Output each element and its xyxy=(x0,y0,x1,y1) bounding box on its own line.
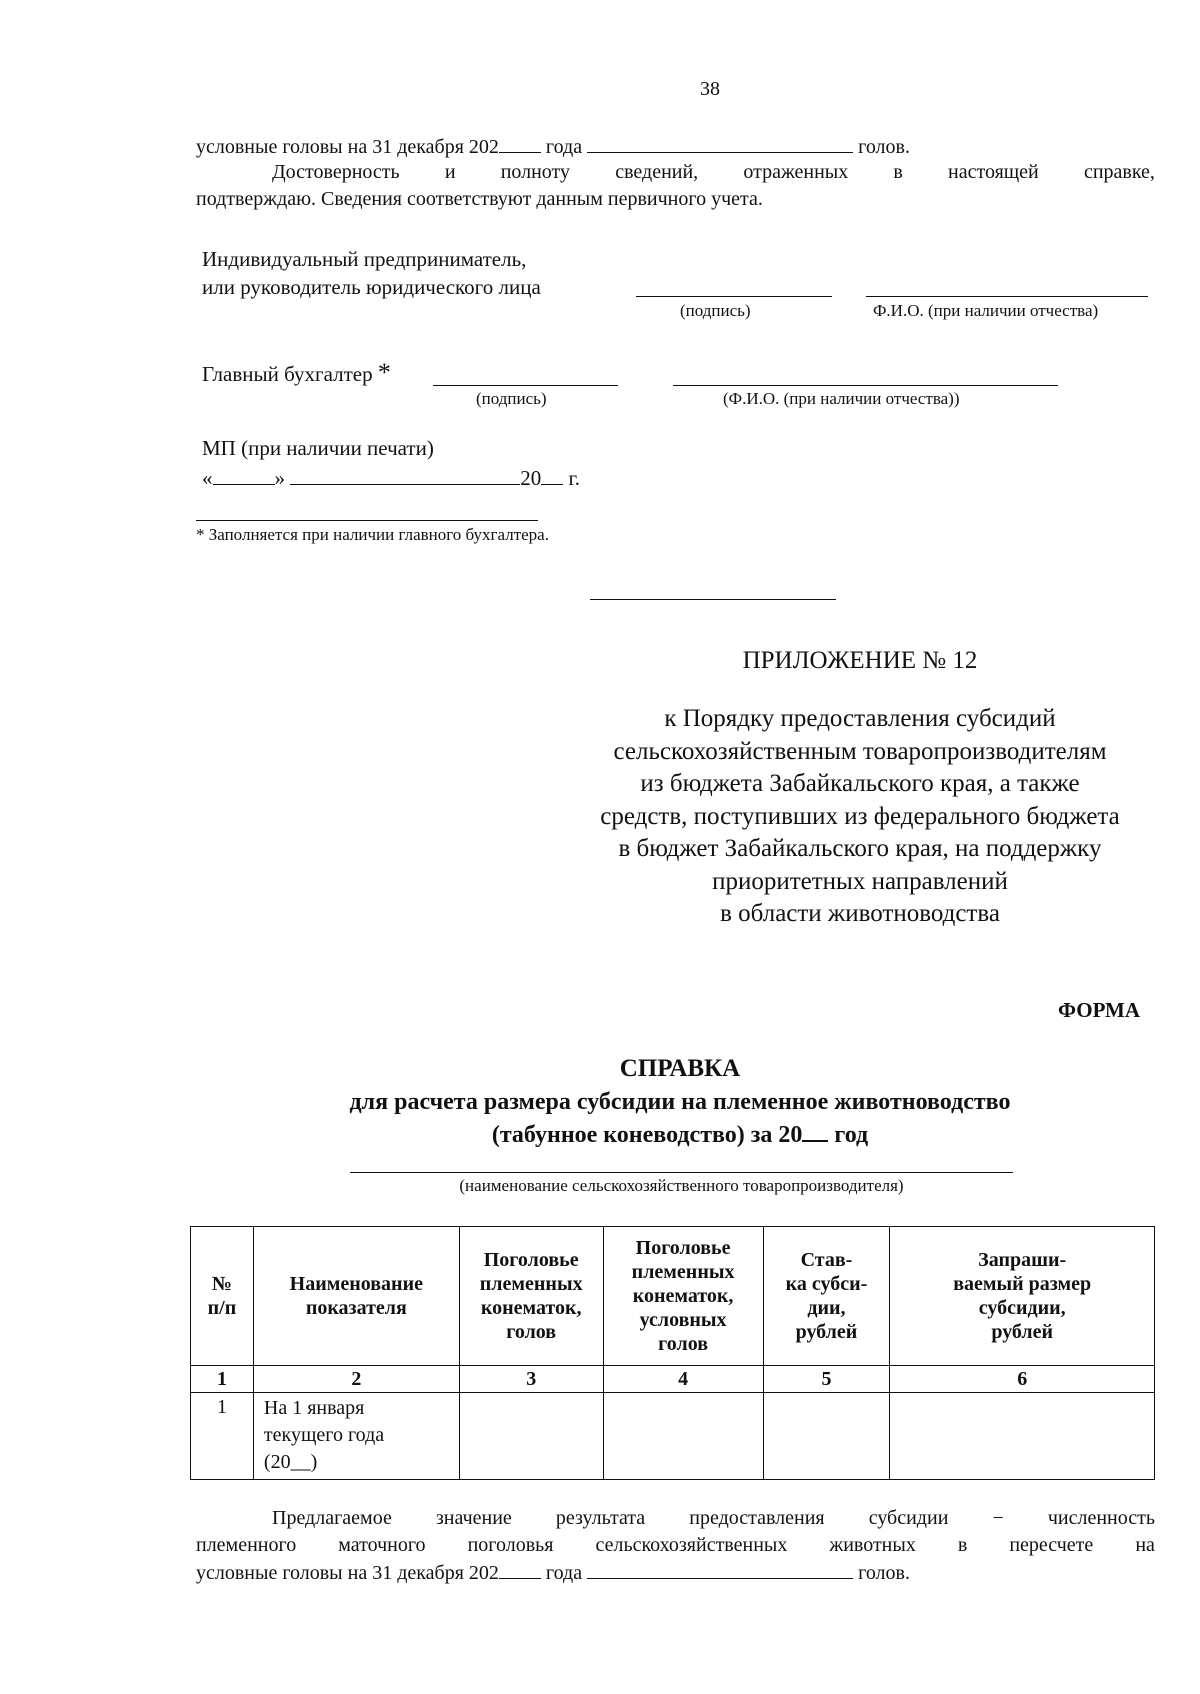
chief-accountant-text: Главный бухгалтер xyxy=(202,362,373,386)
bottom-word: поголовья xyxy=(467,1534,554,1556)
appendix-line: из бюджета Забайкальского края, а также xyxy=(640,770,1080,797)
doc-subtitle-line-2 xyxy=(180,1120,1180,1150)
fio-caption-1: Ф.И.О. (при наличии отчества) xyxy=(873,301,1099,320)
date-line xyxy=(202,465,580,491)
doc-subtitle: для расчета размера субсидии на племенное животноводство xyxy=(349,1089,1011,1115)
asterisk-mark: * xyxy=(377,358,391,387)
bottom-word: предоставления xyxy=(689,1507,825,1529)
header-indicator: Наименование показателя xyxy=(289,1273,423,1319)
header-heads: Поголовье племенных конематок, голов xyxy=(479,1249,583,1343)
appendix-line: приоритетных направлений xyxy=(712,867,1008,895)
signature-line-2 xyxy=(433,385,618,386)
bottom-line-3 xyxy=(196,1560,1196,1586)
bottom-word: − xyxy=(992,1507,1004,1529)
top-line-1-text-c: голов. xyxy=(858,136,910,158)
table-header-cell xyxy=(191,1227,254,1366)
column-number: 6 xyxy=(890,1366,1155,1393)
bottom-word: маточного xyxy=(338,1534,426,1556)
signature-line-1 xyxy=(636,296,832,297)
table-row xyxy=(191,1393,1155,1480)
row-cell-5[interactable] xyxy=(763,1393,890,1480)
top-line-1 xyxy=(196,134,1196,160)
blank-heads-bottom xyxy=(587,1560,853,1579)
chief-accountant-label xyxy=(202,360,391,387)
blank-heads xyxy=(587,134,853,153)
podpis-caption-2: (подпись) xyxy=(476,389,547,408)
table-column-numbers-row xyxy=(191,1366,1155,1393)
table-header-cell xyxy=(253,1227,459,1366)
bottom-line-3-text-a: условные головы на 31 декабря 202 xyxy=(196,1562,499,1584)
bottom-word: на xyxy=(1135,1534,1155,1556)
doc-subtitle-text-b: год xyxy=(834,1122,869,1148)
appendix-line: средств, поступивших из федерального бюджета xyxy=(600,802,1120,830)
appendix-line: в области животноводства xyxy=(720,900,1000,927)
column-number: 1 xyxy=(191,1366,254,1393)
table-header-row xyxy=(191,1227,1155,1366)
bottom-line-3-text-b: года xyxy=(545,1562,583,1584)
row-name xyxy=(253,1393,459,1480)
page-number: 38 xyxy=(700,78,720,100)
bottom-line-3-text-c: голов. xyxy=(858,1562,910,1584)
section-divider xyxy=(590,599,836,600)
mp-label: МП (при наличии печати) xyxy=(202,436,434,460)
blank-report-year xyxy=(802,1120,828,1142)
row-name-text: На 1 января текущего года (20__) xyxy=(263,1397,385,1473)
bottom-word: в xyxy=(957,1534,968,1556)
blank-month xyxy=(290,466,520,485)
bottom-line-2 xyxy=(196,1533,1155,1558)
footnote-text: * Заполняется при наличии главного бухгалтера. xyxy=(196,525,549,544)
column-number: 4 xyxy=(603,1366,763,1393)
confirm-word: справке, xyxy=(1083,161,1155,183)
appendix-title: ПРИЛОЖЕНИЕ № 12 xyxy=(742,647,978,674)
doc-subtitle-text-a: (табунное коневодство) за 20 xyxy=(491,1122,803,1148)
appendix-text xyxy=(540,703,1180,931)
table-header-cell xyxy=(603,1227,763,1366)
appendix-line: к Порядку предоставления субсидий xyxy=(664,705,1056,732)
confirm-line-2: подтверждаю. Сведения соответствуют данным первичного учета. xyxy=(196,188,763,210)
confirm-line-1 xyxy=(272,160,1155,185)
header-rate: Став- ка субси- дии, рублей xyxy=(785,1249,868,1343)
header-requested: Запраши- ваемый размер субсидии, рублей xyxy=(953,1249,1092,1343)
row-cell-6[interactable] xyxy=(890,1393,1155,1480)
confirm-word: настоящей xyxy=(948,161,1039,183)
podpis-caption-1: (подпись) xyxy=(680,301,751,320)
bottom-word: сельскохозяйственных xyxy=(595,1534,788,1556)
confirm-word: и xyxy=(444,161,456,183)
ip-label-line-1: Индивидуальный предприниматель, xyxy=(202,247,527,271)
top-line-1-text-b: года xyxy=(545,136,583,158)
row-cell-3[interactable] xyxy=(459,1393,603,1480)
date-quote-open: « xyxy=(202,466,213,490)
doc-title: СПРАВКА xyxy=(619,1055,741,1082)
bottom-word: субсидии xyxy=(868,1507,949,1529)
bottom-word: животных xyxy=(829,1534,916,1556)
column-number: 5 xyxy=(763,1366,890,1393)
bottom-word: значение xyxy=(435,1507,512,1529)
bottom-word: Предлагаемое xyxy=(272,1507,392,1529)
date-quote-close: » xyxy=(274,466,285,490)
ip-label-line-2: или руководитель юридического лица xyxy=(202,275,541,299)
confirm-word: полноту xyxy=(500,161,571,183)
confirm-word: сведений, xyxy=(615,161,699,183)
producer-name-line xyxy=(350,1172,1013,1173)
header-conditional-heads: Поголовье племенных конематок, условных голов xyxy=(631,1237,735,1355)
subsidy-table xyxy=(190,1226,1155,1480)
fio-caption-2: (Ф.И.О. (при наличии отчества)) xyxy=(723,389,960,408)
appendix-line: в бюджет Забайкальского края, на поддержку xyxy=(618,835,1102,862)
confirm-word: Достоверность xyxy=(272,161,400,183)
row-cell-4[interactable] xyxy=(603,1393,763,1480)
fio-line-2 xyxy=(673,385,1058,386)
blank-year-bottom xyxy=(499,1560,541,1579)
confirm-word: в xyxy=(893,161,903,183)
top-line-1-text-a: условные головы на 31 декабря 202 xyxy=(196,136,499,158)
bottom-word: пересчете xyxy=(1009,1534,1094,1556)
fio-line-1 xyxy=(866,296,1148,297)
column-number: 3 xyxy=(459,1366,603,1393)
date-year: 20 xyxy=(520,466,542,490)
producer-caption: (наименование сельскохозяйственного товаропроизводителя) xyxy=(459,1176,904,1195)
footnote-separator xyxy=(196,520,538,521)
blank-day xyxy=(213,466,275,485)
appendix-line: сельскохозяйственным товаропроизводителям xyxy=(613,737,1107,765)
blank-year xyxy=(499,134,541,153)
form-label: ФОРМА xyxy=(1058,998,1141,1022)
column-number: 2 xyxy=(253,1366,459,1393)
bottom-word: результата xyxy=(555,1507,646,1529)
bottom-word: численность xyxy=(1047,1507,1155,1529)
date-g: г. xyxy=(568,466,580,490)
bottom-word: племенного xyxy=(196,1534,297,1556)
table-header-cell xyxy=(459,1227,603,1366)
blank-year-suffix xyxy=(541,466,563,485)
row-number: 1 xyxy=(191,1393,254,1480)
header-number: № п/п xyxy=(207,1273,237,1319)
table-header-cell xyxy=(763,1227,890,1366)
confirm-word: отраженных xyxy=(743,161,849,183)
table-header-cell xyxy=(890,1227,1155,1366)
bottom-line-1 xyxy=(272,1506,1155,1531)
